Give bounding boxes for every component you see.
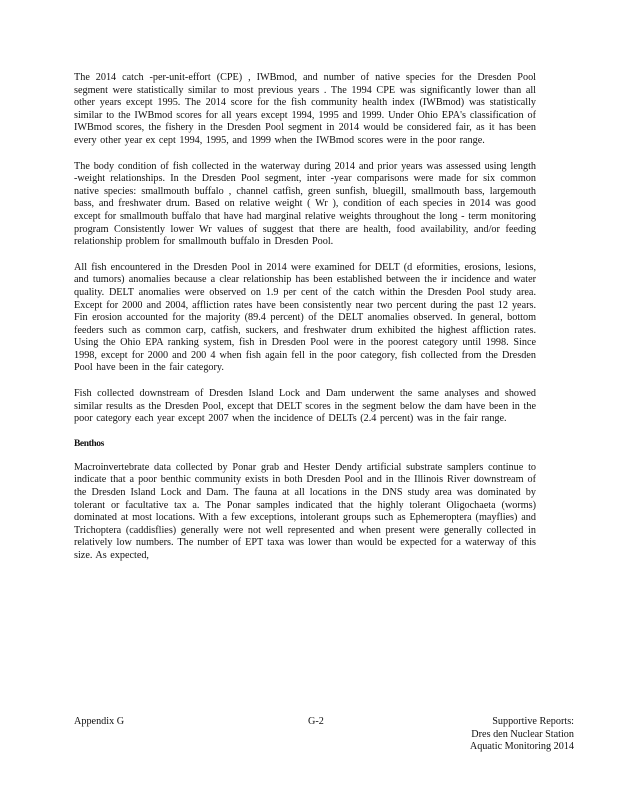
section-heading-benthos: Benthos [74,438,104,449]
footer-report-line-2: Dres den Nuclear Station [471,728,574,740]
paragraph-delt-anomalies: All fish encountered in the Dresden Pool in 2014 were examined for DELT (d eformities, erosions, lesions, and tumors) anomalies because a clear relationship has been established between the ir incidence and water quality. DELT anomalies were observed on 1.9 per cent of the catch within the Dresden Pool study area. Except for 2000 and 2004, affliction rates have been consistently near two percent during the past 12 years. Fin erosion accounted for the majority (89.4 percent) of the DELT anomalies observed. In general, bottom feeders such as common carp, catfish, suckers, and freshwater drum exhibited the highest affliction rates. Using the Ohio EPA ranking system, fish in Dresden Pool were in the poorest category until 1998. Since 1998, except for 2000 and 200 4 when fish again fell in the poor category, fish collected from the Dresden Pool have been in the fair category. [74,261,536,374]
footer-page-number: G-2 [308,716,324,727]
paragraph-downstream-fish: Fish collected downstream of Dresden Island Lock and Dam underwent the same analyses and showed similar results as the Dresden Pool, except that DELT scores in the segment below the dam have been in the poor category each year except 2007 when the incidence of DELTs (2.4 percent) was in the fair range. [74,388,536,425]
footer-report-line-3: Aquatic Monitoring 2014 [469,741,574,753]
footer-report-line-1: Supportive Reports: [492,716,574,727]
paragraph-benthos: Macroinvertebrate data collected by Ponar grab and Hester Dendy artificial substrate samplers continue to indicate that a poor benthic community exists in both Dresden Pool and in the Illinois River downstream of the Dresden Island Lock and Dam. The fauna at all locations in the DNS study area was dominated by tolerant or facultative tax a. The Ponar samples indicated that the highly tolerant Oligochaeta (worms) dominated at most locations. With a few exceptions, intolerant groups such as Ephemeroptera (mayflies) and Trichoptera (caddisflies) generally were not well represented and when present were generally collected in relatively low numbers. The number of EPT taxa was lower than would be expected for a waterway of this size. As expected, [74,461,536,561]
footer-report-title [470,716,574,754]
footer-appendix-label: Appendix G [74,716,125,727]
paragraph-body-condition: The body condition of fish collected in the waterway during 2014 and prior years was assessed using length -weight relationships. In the Dresden Pool segment, inter -year comparisons were made for six common native species: smallmouth buffalo , channel catfish, green sunfish, bluegill, smallmouth bass, largemouth bass, and freshwater drum. Based on relative weight ( Wr ), condition of each species in 2014 was good except for smallmouth buffalo that have had marginal relative weights throughout the long - term monitoring program Consistently lower Wr values of suggest that there are health, food availability, and/or feeding relationship problem for smallmouth buffalo in Dresden Pool. [74,160,536,248]
paragraph-fish-cpe: The 2014 catch -per-unit-effort (CPE) , IWBmod, and number of native species for the Dresden Pool segment were statistically similar to most previous years . The 1994 CPE was significantly lower than all other years except 1995. The 2014 score for the fish community health index (IWBmod) was statistically similar to the IWBmod scores for all years except 1994, 1995 and 1999. Under Ohio EPA's classification of IWBmod scores, the fishery in the Dresden Pool segment in 2014 would be considered fair, as it has been every other year ex cept 1994, 1995, and 1999 when the IWBmod scores were in the poor range. [74,72,536,146]
document-body [74,72,536,563]
